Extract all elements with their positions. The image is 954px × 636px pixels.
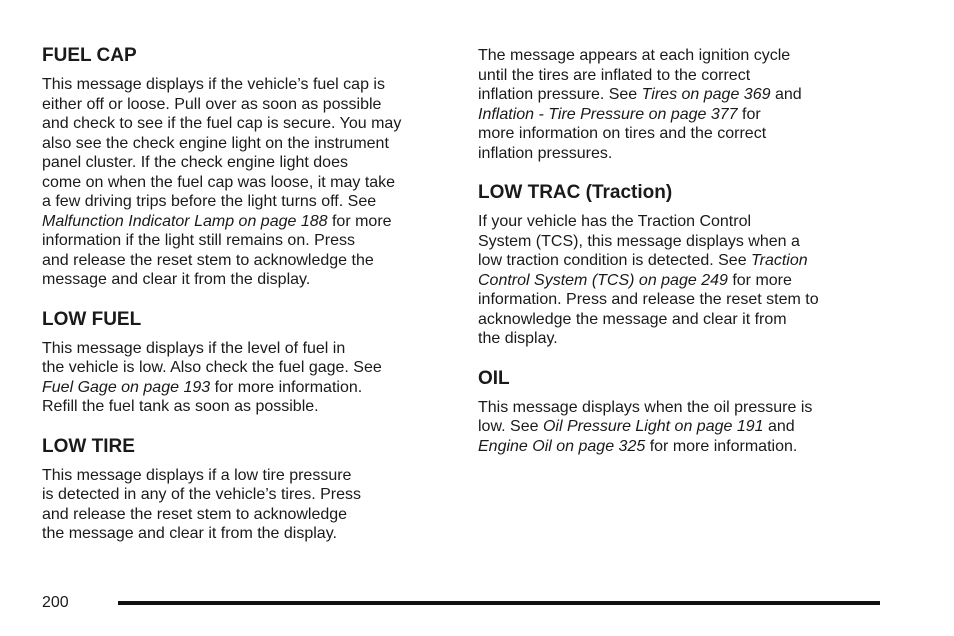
text-run: low traction condition is detected. See [478,252,752,269]
text-line [42,95,452,115]
text-run: a few driving trips before the light turns off. See [42,193,377,210]
text-run: for more [727,271,792,289]
section-heading: LOW TRAC (Traction) [478,182,673,203]
page-reference: Traction [751,252,808,269]
section-body [42,466,452,544]
section-oil [478,367,878,457]
text-run: and check to see if the fuel cap is secure. You may [42,115,402,132]
section-fuel-cap [42,44,452,290]
page-reference: Malfunction Indicator Lamp on page 188 [42,212,328,230]
text-line [42,270,452,290]
text-run: is detected in any of the vehicle’s tires. Press [42,486,361,503]
page-reference: Engine Oil on page 325 [478,437,646,455]
text-line [478,310,878,330]
text-run: low. See [478,418,543,435]
text-run: inflation pressure. See [478,86,642,103]
text-line [478,124,878,144]
right-column [478,46,878,474]
text-run: message and clear it from the display. [42,271,311,288]
text-line [42,192,452,212]
text-line [42,212,452,232]
text-run: for more [327,212,392,230]
text-run: This message displays if a low tire pressure [42,466,352,484]
section-low-tire-continued [478,46,878,163]
text-run: until the tires are inflated to the correct [478,66,751,84]
text-line [42,75,452,95]
section-heading: LOW TIRE [42,435,135,457]
text-line [478,105,878,125]
text-run: acknowledge the message and clear it from [478,310,787,328]
text-line [42,134,452,154]
text-run: information if the light still remains on. Press [42,232,356,249]
text-line [42,524,452,544]
page-reference: Oil Pressure Light on page 191 [542,418,764,435]
text-line [478,437,878,457]
text-line [478,232,878,252]
text-run: inflation pressures. [478,144,613,162]
text-line [478,66,878,86]
text-run: either off or loose. Pull over as soon as possible [42,95,382,113]
text-line [478,398,878,418]
section-low-tire [42,435,452,544]
footer-rule [118,601,880,605]
text-line [42,378,452,398]
text-line [478,417,878,437]
text-line [42,114,452,134]
text-run: and release the reset stem to acknowledge the [42,251,374,269]
section-heading: LOW FUEL [42,308,142,330]
section-heading: OIL [478,367,510,389]
text-line [478,85,878,105]
text-line [478,46,878,66]
text-run: the message and clear it from the display. [42,525,337,542]
text-run: Refill the fuel tank as soon as possible. [42,398,319,415]
section-body [42,339,452,417]
text-run: the display. [478,330,558,347]
text-line [42,397,452,417]
page-reference: Control System (TCS) on page 249 [478,271,728,289]
text-run: also see the check engine light on the instrument [42,134,389,152]
text-line [478,144,878,164]
text-line [478,271,878,291]
text-run: information. Press and release the reset stem to [478,291,819,308]
page-reference: Fuel Gage on page 193 [42,378,211,396]
page-number: 200 [42,594,69,611]
text-run: more information on tires and the correct [478,125,767,142]
text-line [42,251,452,271]
text-run: come on when the fuel cap was loose, it may take [42,173,396,191]
text-run: for [737,105,761,123]
text-line [42,339,452,359]
text-line [42,173,452,193]
text-run: This message displays if the vehicle’s fuel cap is [42,76,385,93]
page-reference: Tires on page 369 [641,86,771,103]
text-run: If your vehicle has the Traction Control [478,213,752,230]
section-low-trac [478,181,878,349]
text-line [42,466,452,486]
text-run: System (TCS), this message displays when a [478,232,800,250]
text-run: and [763,418,795,435]
text-run: for more information. [645,437,798,455]
section-low-fuel [42,308,452,417]
text-run: This message displays if the level of fuel in [42,339,346,357]
text-line [42,153,452,173]
text-run: panel cluster. If the check engine light does [42,154,348,171]
text-run: and [770,86,802,103]
text-line [478,290,878,310]
left-column [42,44,452,562]
text-line [42,505,452,525]
text-line [42,231,452,251]
section-body [478,46,878,163]
section-heading: FUEL CAP [42,45,137,66]
text-line [478,251,878,271]
section-body [42,75,452,290]
section-body [478,212,878,349]
text-run: and release the reset stem to acknowledge [42,505,348,523]
text-line [478,329,878,349]
text-run: for more information. [210,378,363,396]
text-line [478,212,878,232]
text-run: the vehicle is low. Also check the fuel gage. See [42,359,382,376]
text-run: This message displays when the oil pressure is [478,398,813,416]
text-line [42,485,452,505]
section-body [478,398,878,457]
text-run: The message appears at each ignition cycle [478,47,791,64]
page-reference: Inflation - Tire Pressure on page 377 [478,105,738,123]
text-line [42,358,452,378]
